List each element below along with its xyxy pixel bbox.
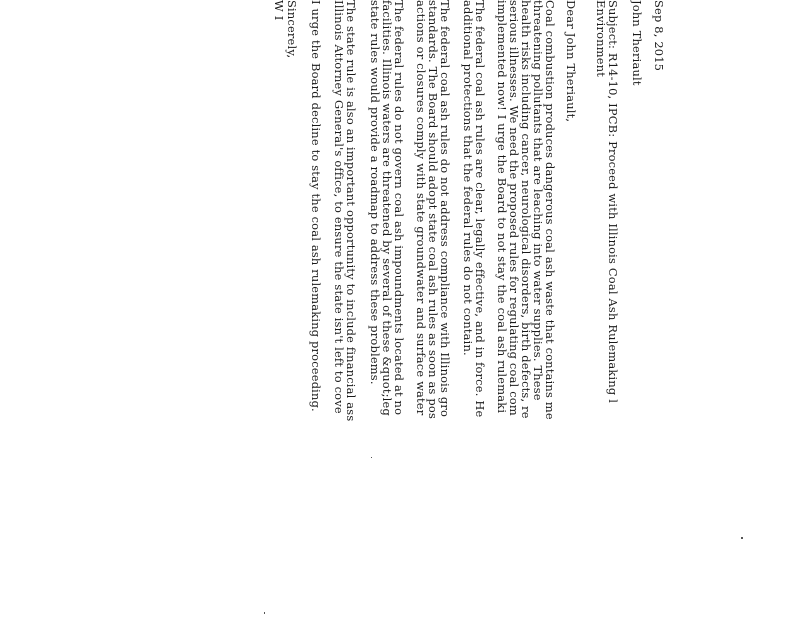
paragraph-1-line: health risks including cancer, neurological disorders, birth defects, re — [519, 0, 533, 419]
letter-date: Sep 8, 2015 — [652, 0, 666, 72]
paragraph-2-line: The federal coal ash rules are clear, legally effective, and in force. He — [473, 0, 487, 418]
letter-subject-line-1: Subject: R14-10, IPCB: Proceed with Illinois Coal Ash Rulemaking l — [606, 0, 620, 404]
letter-salutation: Dear John Theriault, — [564, 0, 578, 123]
paragraph-5-line: The state rule is also an important opportunity to include financial ass — [344, 0, 358, 422]
paragraph-1-line: serious illnesses. We need the proposed rules for regulating coal com — [507, 0, 521, 416]
letter-closing-request: I urge the Board decline to stay the coal ash rulemaking proceeding. — [309, 0, 323, 412]
paragraph-3-line: actions or closures comply with state groundwater and surface water — [414, 0, 428, 416]
letter-signature: W I — [272, 0, 286, 21]
paragraph-3-line: The federal coal ash rules do not address compliance with Illinois gro — [438, 0, 452, 418]
paragraph-1-line: threatening pollutants that are leaching into water supplies. These — [531, 0, 545, 401]
letter-sender: John Theriault — [630, 0, 644, 86]
letter-sign-off: Sincerely, — [285, 0, 299, 59]
paragraph-3-line: standards. The Board should adopt state coal ash rules as soon as pos — [426, 0, 440, 419]
scan-speck — [264, 612, 265, 614]
letter-subject-line-2: Environment — [594, 0, 608, 78]
paragraph-1-line: Coal combustion produces dangerous coal ash waste that contains me — [543, 0, 557, 420]
scan-speck — [741, 537, 743, 539]
paragraph-1-line: implemented now! I urge the Board to not stay the coal ash rulemaki — [495, 0, 509, 414]
paragraph-4-line: The federal rules do not govern coal ash impoundments located at no — [392, 0, 406, 416]
scan-speck — [371, 457, 372, 458]
paragraph-4-line: state rules would provide a roadmap to address these problems. — [368, 0, 382, 385]
paragraph-4-line: facilities. Illinois waters are threatened by several of these &quot;leg — [380, 0, 394, 416]
paragraph-5-line: Illinois Attorney General's office, to ensure the state isn't left to cove — [332, 0, 346, 414]
paragraph-2-line: additional protections that the federal rules do not contain. — [461, 0, 475, 356]
